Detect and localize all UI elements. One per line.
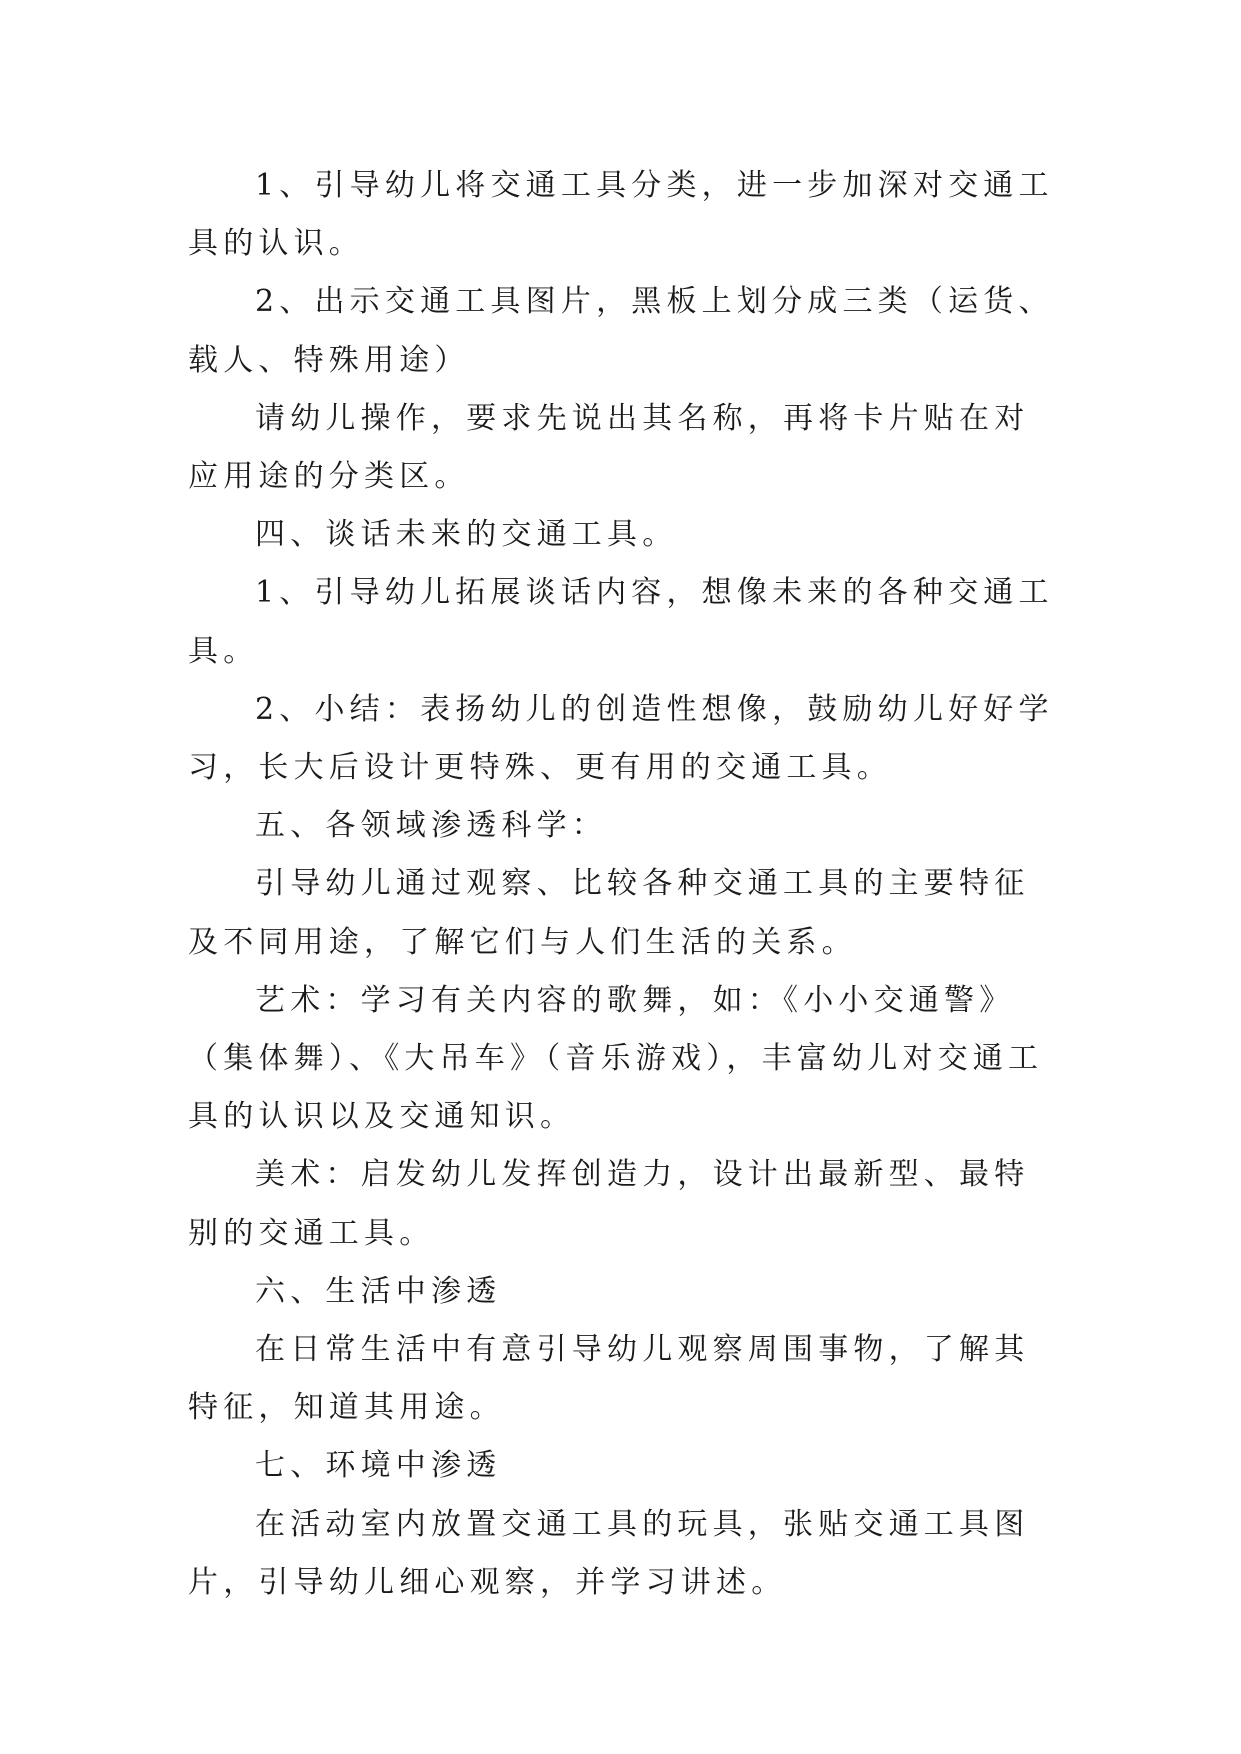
document-body (188, 157, 1060, 1612)
paragraph-operation-instruction: 请幼儿操作，要求先说出其名称，再将卡片贴在对应用途的分类区。 (188, 400, 1030, 495)
paragraph-daily-life-content: 在日常生活中有意引导幼儿观察周围事物，了解其特征，知道其用途。 (188, 1332, 1030, 1426)
section-heading-environment: 七、环境中渗透 (255, 1448, 502, 1484)
section-heading-daily-life: 六、生活中渗透 (255, 1273, 502, 1309)
paragraph-future-step-2: 2、小结：表扬幼儿的创造性想像，鼓励幼儿好好学习，长大后设计更特殊、更有用的交通工具。 (188, 691, 1054, 786)
section-heading-domain-science: 五、各领域渗透科学： (255, 808, 607, 844)
paragraph-classify-step-1: 1、引导幼儿将交通工具分类，进一步加深对交通工具的认识。 (188, 168, 1054, 262)
paragraph-art-content: 艺术：学习有关内容的歌舞，如：《小小交通警》（集体舞）、《大吊车》（音乐游戏），丰富幼儿对交通工具的认识以及交通知识。 (188, 982, 1044, 1135)
paragraph-future-step-1: 1、引导幼儿拓展谈话内容，想像未来的各种交通工具。 (188, 575, 1054, 669)
paragraph-environment-content: 在活动室内放置交通工具的玩具，张贴交通工具图片，引导幼儿细心观察，并学习讲述。 (188, 1506, 1030, 1600)
paragraph-science-content: 引导幼儿通过观察、比较各种交通工具的主要特征及不同用途，了解它们与人们生活的关系。 (188, 866, 1030, 960)
paragraph-fine-art-content: 美术：启发幼儿发挥创造力，设计出最新型、最特别的交通工具。 (188, 1157, 1030, 1251)
section-heading-future-transport: 四、谈话未来的交通工具。 (255, 517, 678, 553)
paragraph-classify-step-2: 2、出示交通工具图片，黑板上划分成三类（运货、载人、特殊用途） (188, 284, 1054, 378)
